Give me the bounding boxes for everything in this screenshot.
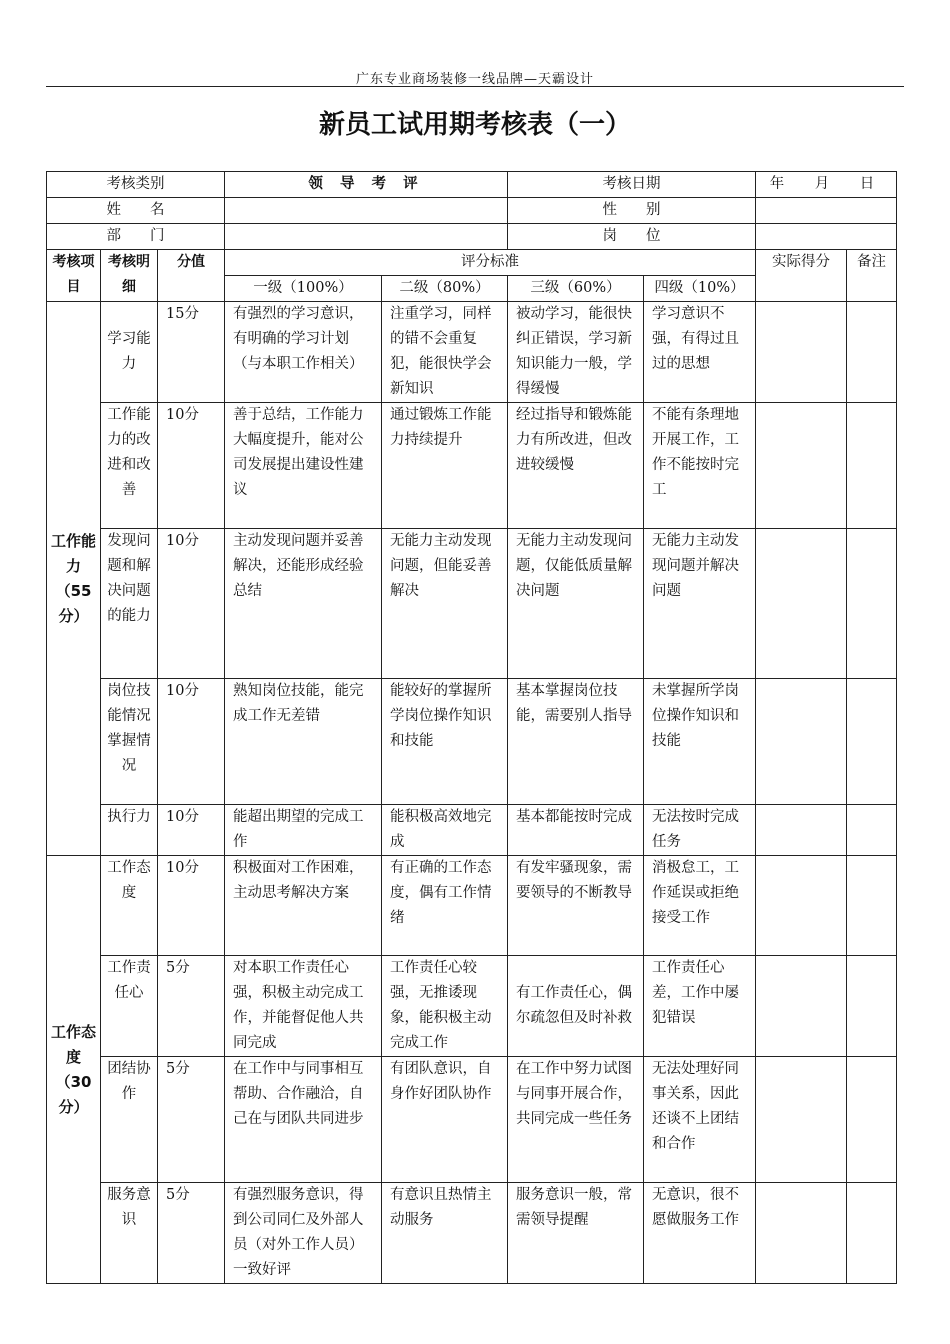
table-row [47, 302, 897, 403]
row-level3: 被动学习，能很快纠正错误，学习新知识能力一般，学得缓慢 [508, 302, 644, 403]
table-row [47, 403, 897, 529]
page-title: 新员工试用期考核表（一） [318, 110, 631, 140]
row-score: 10分 [158, 856, 225, 956]
row-level3: 无能力主动发现问题，仅能低质量解决问题 [508, 529, 644, 679]
row-level3: 有工作责任心，偶尔疏忽但及时补救 [508, 956, 644, 1057]
name-field[interactable] [225, 198, 508, 224]
evaluation-table [46, 171, 897, 1284]
row-item: 工作能力的改进和改善 [101, 403, 158, 529]
row-level1: 积极面对工作困难，主动思考解决方案 [225, 856, 382, 956]
row-level1: 善于总结，工作能力大幅度提升，能对公司发展提出建设性建议 [225, 403, 382, 529]
remark-cell[interactable] [847, 856, 897, 956]
group-label-attitude: 工作态度（30分） [47, 856, 101, 1284]
actual-score-cell[interactable] [756, 302, 847, 403]
row-item: 学习能力 [101, 302, 158, 403]
actual-score-cell[interactable] [756, 529, 847, 679]
row-level3: 经过指导和锻炼能力有所改进，但改进较缓慢 [508, 403, 644, 529]
date-label: 考核日期 [508, 172, 756, 198]
remark-cell[interactable] [847, 805, 897, 856]
col-level3: 三级（60%） [508, 276, 644, 302]
row-score: 5分 [158, 956, 225, 1057]
row-level2: 有正确的工作态度，偶有工作情绪 [382, 856, 508, 956]
row-level3: 基本都能按时完成 [508, 805, 644, 856]
remark-cell[interactable] [847, 529, 897, 679]
row-level4: 未掌握所学岗位操作知识和技能 [644, 679, 756, 805]
remark-cell[interactable] [847, 1057, 897, 1183]
row-item: 工作态度 [101, 856, 158, 956]
remark-cell[interactable] [847, 302, 897, 403]
table-row [47, 679, 897, 805]
row-level2: 能积极高效地完成 [382, 805, 508, 856]
row-item: 发现问题和解决问题的能力 [101, 529, 158, 679]
remark-cell[interactable] [847, 403, 897, 529]
date-value[interactable]: 年 月 日 [756, 172, 897, 198]
actual-score-cell[interactable] [756, 679, 847, 805]
row-level1: 有强烈服务意识，得到公司同仁及外部人员（对外工作人员）一致好评 [225, 1183, 382, 1284]
row-score: 10分 [158, 403, 225, 529]
row-level4: 无意识，很不愿做服务工作 [644, 1183, 756, 1284]
remark-cell[interactable] [847, 1183, 897, 1284]
dept-field[interactable] [225, 224, 508, 250]
row-level1: 对本职工作责任心强，积极主动完成工作，并能督促他人共同完成 [225, 956, 382, 1057]
row-level2: 通过锻炼工作能力持续提升 [382, 403, 508, 529]
gender-field[interactable] [756, 198, 897, 224]
row-level1: 熟知岗位技能，能完成工作无差错 [225, 679, 382, 805]
row-level1: 能超出期望的完成工作 [225, 805, 382, 856]
row-score: 10分 [158, 529, 225, 679]
col-level1: 一级（100%） [225, 276, 382, 302]
row-level3: 有发牢骚现象，需要领导的不断教导 [508, 856, 644, 956]
row-item: 服务意识 [101, 1183, 158, 1284]
col-detail: 考核明细 [101, 250, 158, 302]
actual-score-cell[interactable] [756, 1057, 847, 1183]
row-score: 5分 [158, 1183, 225, 1284]
row-level3: 服务意识一般，常需领导提醒 [508, 1183, 644, 1284]
row-level4: 无法处理好同事关系，因此还谈不上团结和合作 [644, 1057, 756, 1183]
row-score: 15分 [158, 302, 225, 403]
col-actual: 实际得分 [756, 250, 847, 302]
row-level1: 有强烈的学习意识，有明确的学习计划（与本职工作相关） [225, 302, 382, 403]
col-level2: 二级（80%） [382, 276, 508, 302]
table-row [47, 1057, 897, 1183]
row-level3: 基本掌握岗位技能，需要别人指导 [508, 679, 644, 805]
row-score: 5分 [158, 1057, 225, 1183]
actual-score-cell[interactable] [756, 956, 847, 1057]
post-label: 岗 位 [508, 224, 756, 250]
row-level1: 主动发现问题并妥善解决，还能形成经验总结 [225, 529, 382, 679]
row-level3: 在工作中努力试图与同事开展合作，共同完成一些任务 [508, 1057, 644, 1183]
row-item: 执行力 [101, 805, 158, 856]
remark-cell[interactable] [847, 956, 897, 1057]
row-level4: 无法按时完成任务 [644, 805, 756, 856]
row-level4: 无能力主动发现问题并解决问题 [644, 529, 756, 679]
row-level2: 能较好的掌握所学岗位操作知识和技能 [382, 679, 508, 805]
info-row-dept [47, 224, 897, 250]
row-item: 团结协作 [101, 1057, 158, 1183]
row-level2: 工作责任心较强，无推诿现象，能积极主动完成工作 [382, 956, 508, 1057]
row-level4: 消极怠工，工作延误或拒绝接受工作 [644, 856, 756, 956]
row-level1: 在工作中与同事相互帮助、合作融洽，自己在与团队共同进步 [225, 1057, 382, 1183]
table-row [47, 856, 897, 956]
row-level2: 注重学习，同样的错不会重复犯，能很快学会新知识 [382, 302, 508, 403]
row-level2: 无能力主动发现问题，但能妥善解决 [382, 529, 508, 679]
row-item: 岗位技能情况掌握情况 [101, 679, 158, 805]
column-header-row [47, 250, 897, 276]
col-criteria: 评分标准 [225, 250, 756, 276]
row-level2: 有团队意识，自身作好团队协作 [382, 1057, 508, 1183]
table-row [47, 956, 897, 1057]
row-score: 10分 [158, 679, 225, 805]
col-remark: 备注 [847, 250, 897, 302]
row-level4: 学习意识不强，有得过且过的思想 [644, 302, 756, 403]
name-label: 姓 名 [47, 198, 225, 224]
category-label: 考核类别 [47, 172, 225, 198]
table-row [47, 529, 897, 679]
row-score: 10分 [158, 805, 225, 856]
actual-score-cell[interactable] [756, 856, 847, 956]
company-header: 广东专业商场装修一线品牌—天霸设计 [355, 72, 594, 87]
group-label-ability: 工作能力（55分） [47, 302, 101, 856]
row-level2: 有意识且热情主动服务 [382, 1183, 508, 1284]
table-row [47, 1183, 897, 1284]
col-project: 考核项目 [47, 250, 101, 302]
row-item: 工作责任心 [101, 956, 158, 1057]
table-row [47, 805, 897, 856]
post-field[interactable] [756, 224, 897, 250]
gender-label: 性 别 [508, 198, 756, 224]
col-level4: 四级（10%） [644, 276, 756, 302]
actual-score-cell[interactable] [756, 1183, 847, 1284]
info-row-category [47, 172, 897, 198]
actual-score-cell[interactable] [756, 805, 847, 856]
category-value: 领 导 考 评 [225, 172, 508, 198]
header-rule [46, 86, 904, 87]
actual-score-cell[interactable] [756, 403, 847, 529]
col-score: 分值 [158, 250, 225, 302]
row-level4: 不能有条理地开展工作，工作不能按时完工 [644, 403, 756, 529]
remark-cell[interactable] [847, 679, 897, 805]
info-row-name [47, 198, 897, 224]
row-level4: 工作责任心差，工作中屡犯错误 [644, 956, 756, 1057]
dept-label: 部 门 [47, 224, 225, 250]
